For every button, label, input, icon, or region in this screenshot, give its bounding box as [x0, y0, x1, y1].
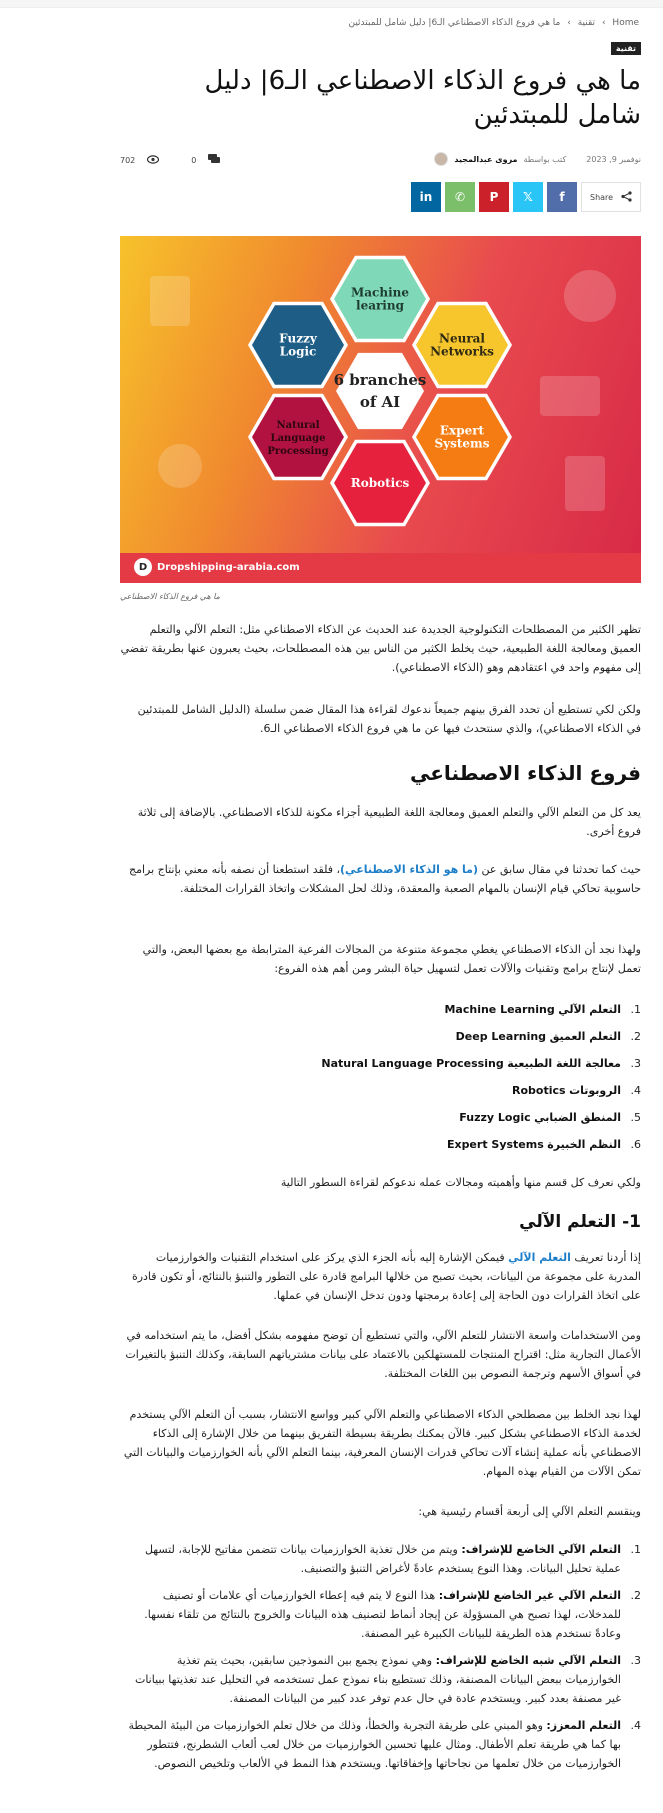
paragraph: لهذا نجد الخلط بين مصطلحي الذكاء الاصطناعي والتعلم الآلي كبير وواسع الانتشار، بسبب أن التعلم الآلي يستخدم لخدمة الذكاء الاصطناعي بشكل كبير. فالآن يمكنك بطريقة بسيطة التفريق بينهما من خلال الإشارة إلى الذكاء الاصطناعي بأنه عملية إنشاء آلات تحاكي قدرات الإنسان المعرفية، بينما التعلم الآلي بأنه الخوارزميات والبيانات التي تمكن الآلات من القيام بهذه المهام.	[123, 1408, 641, 1478]
hexagon-label: Machine	[350, 285, 410, 300]
paragraph-components	[120, 803, 641, 841]
branches-list	[120, 996, 641, 1158]
facebook-icon: f	[559, 190, 565, 204]
pinterest-share-button[interactable]	[479, 182, 509, 212]
whatsapp-icon: ✆	[454, 190, 466, 204]
brand-text: Dropshipping-arabia.com	[157, 561, 300, 573]
share-bar	[411, 182, 641, 212]
ai-branches-graphic	[120, 236, 641, 553]
list-item	[120, 1050, 641, 1077]
comments-count[interactable]: 0	[191, 155, 197, 165]
image-caption: ما هي فروع الذكاء الاصطناعي	[120, 592, 220, 601]
list-item	[120, 1023, 641, 1050]
machine-learning-link[interactable]: التعلم الآلي	[508, 1251, 571, 1264]
linkedin-share-button[interactable]	[411, 182, 441, 212]
breadcrumb-separator: ›	[601, 18, 606, 28]
share-button[interactable]	[581, 182, 641, 212]
paragraph-ml-definition	[120, 1248, 641, 1305]
paragraph-read-more	[120, 1173, 641, 1192]
hexagon-label: Logic	[279, 344, 317, 359]
paragraph-series	[120, 700, 641, 738]
type-description: وهو المبني على طريقة التجربة والخطأ، وذلك من خلال تعلم الخوارزميات من البيئة المحيطة بها كما هي طريقة تعلم الأطفال. ومثال عليها تحسين الخوارزميات من خلال لعب ألعاب الشطرنج، فتتطور الخوارزميات من خلال تعلمها من نجاحاتها وإخفاقاتها. ويستخدم هذا النمط في الألعاب وتلخيص النصوص.	[128, 1719, 621, 1770]
hexagon-label: Robotics	[350, 476, 410, 490]
hero-image	[120, 236, 641, 583]
list-item	[120, 1104, 641, 1131]
list-number: 2.	[630, 1030, 641, 1043]
paragraph-ml-types-intro	[120, 1502, 641, 1521]
list-item	[120, 1077, 641, 1104]
section-heading-branches: فروع الذكاء الاصطناعي	[410, 761, 641, 785]
type-term: التعلم الآلي شبه الخاضع للإشراف:	[435, 1654, 621, 1667]
breadcrumb-category[interactable]: تقنية	[577, 18, 596, 28]
branch-arabic: التعلم الآلي	[558, 1003, 621, 1016]
list-number: 3.	[630, 1654, 641, 1667]
author-avatar[interactable]	[434, 152, 448, 166]
type-term: التعلم الآلي الخاضع للإشراف:	[461, 1543, 621, 1556]
type-term: التعلم الآلي غير الخاضع للإشراف:	[438, 1589, 621, 1602]
page-title: ما هي فروع الذكاء الاصطناعي الـ6| دليل شامل للمبتدئين	[204, 66, 641, 130]
branch-arabic: معالجة اللغة الطبيعية	[507, 1057, 621, 1070]
center-label: 6 branches	[333, 371, 427, 389]
brand-logo-icon: D	[134, 558, 152, 576]
branch-english: Deep Learning	[455, 1030, 547, 1043]
twitter-share-button[interactable]	[513, 182, 543, 212]
paragraph-text: ، فلقد استطعنا أن نصفه بأنه معني بإنتاج برامج حاسوبية تحاكي قيام الإنسان بالمهام الصعبة والمعقدة، وذلك لحل المشكلات واتخاذ القرارات المختلفة.	[128, 863, 641, 895]
paragraph-text: إذا أردنا تعريف	[570, 1251, 641, 1264]
whatsapp-share-button[interactable]	[445, 182, 475, 212]
list-number: 4.	[630, 1084, 641, 1097]
breadcrumb	[346, 18, 641, 28]
list-item	[120, 1651, 641, 1708]
list-item	[120, 996, 641, 1023]
hexagon-label: Neural	[439, 331, 485, 346]
views-count: 702	[120, 155, 136, 165]
hexagon-label: Systems	[434, 436, 490, 451]
list-item	[120, 1131, 641, 1158]
twitter-icon: 𝕏	[523, 190, 533, 204]
hexagon-label: Processing	[267, 446, 329, 457]
hexagon-label: Networks	[430, 344, 494, 359]
what-is-ai-link[interactable]: (ما هو الذكاء الاصطناعي)	[340, 863, 479, 876]
list-number: 4.	[630, 1719, 641, 1732]
branch-english: Expert Systems	[446, 1138, 544, 1151]
branch-arabic: المنطق الضبابي	[534, 1111, 621, 1124]
share-label: Share	[590, 192, 614, 202]
paragraph-subfields	[120, 940, 641, 978]
paragraph-previous-article	[120, 860, 641, 898]
paragraph: ولكي نعرف كل قسم منها وأهميته ومجالات عمله ندعوكم لقراءة السطور التالية	[280, 1176, 641, 1189]
paragraph-ml-uses	[120, 1326, 641, 1383]
paragraph: ومن الاستخدامات واسعة الانتشار للتعلم الآلي، والتي تستطيع أن توضح مفهومه بشكل أفضل، ما يتم استخدامه في الأعمال التجارية مثل: اقتراح المنتجات للمستهلكين بالاعتماد على بيانات مشترياتهم السابقة، وكذلك التنبؤ بالتغيرات في أسواق الأسهم وترجمة النصوص بين اللغات المختلفة.	[125, 1329, 641, 1380]
paragraph-intro	[120, 620, 641, 677]
heading-machine-learning: 1- التعلم الآلي	[519, 1212, 641, 1232]
list-number: 5.	[630, 1111, 641, 1124]
list-item	[120, 1716, 641, 1773]
paragraph: ولهذا نجد أن الذكاء الاصطناعي يغطي مجموعة متنوعة من المجالات الفرعية المترابطة مع بعضها البعض، والتي تعمل لإنتاج برامج وتقنيات والآلات تعمل لتسهيل حياة البشر ومن أهم هذه الفروع:	[142, 943, 641, 975]
section-heading	[120, 760, 641, 786]
paragraph-text: فيمكن الإشارة إليه بأنه الجزء الذي يركز على استخدام التقنيات والخوارزميات المدربة على مجموعة من البيانات، بحيث تصبح من خلالها البرامج قادرة على التطور والتنبؤ بالنتائج، أو تكون قادرة على اتخاذ القرارات دون الحاجة إلى إعادة برمجتها ودون تدخل الإنسان في عملها.	[131, 1251, 641, 1302]
branch-english: Machine Learning	[444, 1003, 555, 1016]
paragraph: تظهر الكثير من المصطلحات التكنولوجية الجديدة عند الحديث عن الذكاء الاصطناعي مثل: التعلم الآلي والتعلم العميق ومعالجة اللغة الطبيعية، حيث يخلط الكثير من الناس بين هذه المصطلحات، بحيث يعبرون عنها بطريقة تفضي إلى مفهوم واحد في اعتقادهم وهو (الذكاء الاصطناعي).	[120, 623, 641, 674]
branch-english: Natural Language Processing	[321, 1057, 504, 1070]
paragraph: ولكن لكي تستطيع أن تحدد الفرق بينهم جميعاً ندعوك لقراءة هذا المقال ضمن سلسلة (الدليل الشامل للمبتدئين في الذكاء الاصطناعي)، والذي سنتحدث فيها عن ما هي فروع الذكاء الاصطناعي الـ6.	[137, 703, 641, 735]
list-item	[120, 1540, 641, 1578]
branch-arabic: التعلم العميق	[549, 1030, 621, 1043]
hexagon-label: Fuzzy	[279, 331, 317, 346]
category-badge[interactable]: تقنية	[611, 42, 641, 55]
facebook-share-button[interactable]	[547, 182, 577, 212]
subsection-heading	[120, 1210, 641, 1234]
branch-english: Robotics	[512, 1084, 566, 1097]
branch-arabic: النظم الخبيرة	[547, 1138, 621, 1151]
paragraph: يعد كل من التعلم الآلي والتعلم العميق ومعالجة اللغة الطبيعية أجزاء مكونة للذكاء الاصطناعي. بالإضافة إلى ثلاثة فروع أخرى.	[137, 806, 641, 838]
post-date: نوفمبر 9, 2023	[586, 154, 641, 164]
post-meta	[120, 152, 641, 170]
type-term: التعلم المعزز:	[546, 1719, 621, 1732]
list-item	[120, 1586, 641, 1643]
paragraph: وينقسم التعلم الآلي إلى أربعة أقسام رئيسية هي:	[418, 1505, 641, 1518]
hexagon-label: Natural	[276, 420, 320, 431]
hexagon-label: learing	[356, 298, 404, 313]
top-bar	[0, 0, 663, 8]
share-icon	[621, 191, 632, 204]
list-number: 6.	[630, 1138, 641, 1151]
hexagon-label: Language	[270, 433, 326, 444]
type-description: ويتم من خلال تغذية الخوارزميات بيانات تتضمن مفاتيح للإجابة، لتسهل عملية تحليل البيانات. وهذا النوع يستخدم عادةً لأغراض التنبؤ والتصنيف.	[144, 1543, 621, 1575]
hexagon-label: Expert	[439, 423, 485, 438]
by-label: كتب بواسطة	[523, 154, 567, 164]
paragraph-text: حيث كما تحدثنا في مقال سابق عن	[478, 863, 641, 876]
eye-icon	[147, 155, 159, 166]
brand-watermark	[134, 558, 300, 576]
ml-types-list	[120, 1540, 641, 1781]
comment-icon[interactable]	[208, 154, 220, 166]
list-number: 1.	[630, 1003, 641, 1016]
branch-arabic: الروبوتات	[569, 1084, 621, 1097]
pinterest-icon: P	[489, 190, 499, 204]
branch-english: Fuzzy Logic	[459, 1111, 531, 1124]
breadcrumb-home[interactable]: Home	[612, 18, 639, 28]
center-label: of AI	[359, 393, 401, 411]
list-number: 3.	[630, 1057, 641, 1070]
breadcrumb-separator: ›	[567, 18, 571, 28]
author-name[interactable]: مروى عبدالمجيد	[454, 154, 518, 164]
type-description: هذا النوع لا يتم فيه إعطاء الخوارزميات أي علامات أو تصنيف للمدخلات، لهذا تصبح هي المسؤولة عن إيجاد أنماط لتصنيف هذه البيانات والخروج بالنتائج من تلقاء نفسها. وعادةً تستخدم هذه الطريقة للبيانات الكبيرة غير المصنفة.	[144, 1589, 621, 1640]
list-number: 2.	[630, 1589, 641, 1602]
paragraph-ml-vs-ai	[120, 1405, 641, 1481]
type-description: وهي نموذج يجمع بين النموذجين سابقين، بحيث يتم تغذية الخوارزميات ببعض البيانات المصنفة، وذلك تستطيع بناء نموذج عمل تستخدمه في التحليل عند تغذيتها ببيانات غير مصنفة بعدد كبير. ويستخدم عادة في حال عدم توفر عدد كبير من البيانات المصنفة.	[134, 1654, 621, 1705]
list-number: 1.	[630, 1543, 641, 1556]
breadcrumb-current: ما هي فروع الذكاء الاصطناعي الـ6| دليل شامل للمبتدئين	[348, 18, 561, 28]
linkedin-icon: in	[419, 190, 433, 204]
